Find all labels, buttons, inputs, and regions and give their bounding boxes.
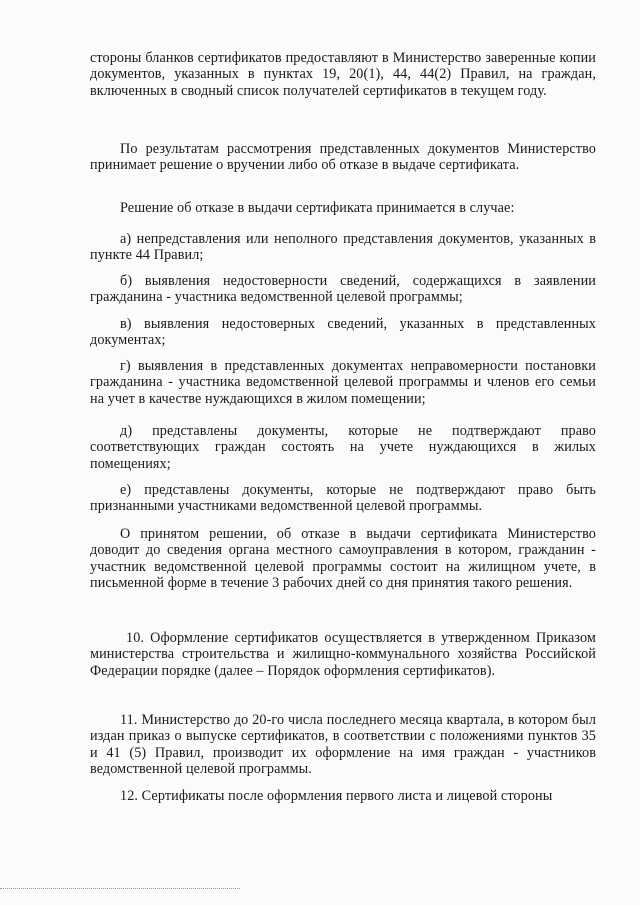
paragraph-notification: О принятом решении, об отказе в выдачи сертификата Министерство доводит до сведения органа местного самоуправления в котором, гражданин - участник ведомственной целевой программы состоит на жилищном учете, в письменной форме в течение 3 рабочих дней со дня принятия такого решения.: [90, 526, 596, 592]
paragraph-section-12: 12. Сертификаты после оформления первого листа и лицевой стороны: [120, 788, 553, 804]
paragraph-continuation: стороны бланков сертификатов предоставляют в Министерство заверенные копии документов, указанных в пунктах 19, 20(1), 44, 44(2) Правил, на граждан, включенных в сводный список получателей сертификатов в текущем году.: [90, 50, 596, 99]
list-item-v: в) выявления недостоверных сведений, указанных в представленных документах;: [90, 316, 596, 349]
paragraph-section-10: 10. Оформление сертификатов осуществляется в утвержденном Приказом министерства строительства и жилищно-коммунального хозяйства Российской Федерации порядке (далее – Порядок оформления сертификатов).: [90, 630, 596, 679]
list-item-g: г) выявления в представленных документах неправомерности постановки гражданина - участника ведомственной целевой программы и членов его семьи на учет в качестве нуждающихся в жилом помещении;: [90, 358, 596, 407]
paragraph-decision: По результатам рассмотрения представленных документов Министерство принимает решение о вручении либо об отказе в выдаче сертификата.: [90, 141, 596, 174]
list-item-e: е) представлены документы, которые не подтверждают право быть признанными участниками ведомственной целевой программы.: [90, 482, 596, 515]
page-bottom-rule: [0, 888, 240, 889]
list-item-a: а) непредставления или неполного представления документов, указанных в пункте 44 Правил;: [90, 231, 596, 264]
list-item-d: д) представлены документы, которые не подтверждают право соответствующих граждан состоять на учете нуждающихся в жилых помещениях;: [90, 423, 596, 472]
paragraph-section-11: 11. Министерство до 20-го числа последнего месяца квартала, в котором был издан приказ о выпуске сертификатов, в соответствии с положениями пунктов 35 и 41 (5) Правил, производит их оформление на имя граждан - участников ведомственной целевой программы.: [90, 712, 596, 778]
paragraph-refusal-intro: Решение об отказе в выдачи сертификата принимается в случае:: [120, 200, 515, 216]
list-item-b: б) выявления недостоверности сведений, содержащихся в заявлении гражданина - участника ведомственной целевой программы;: [90, 273, 596, 306]
